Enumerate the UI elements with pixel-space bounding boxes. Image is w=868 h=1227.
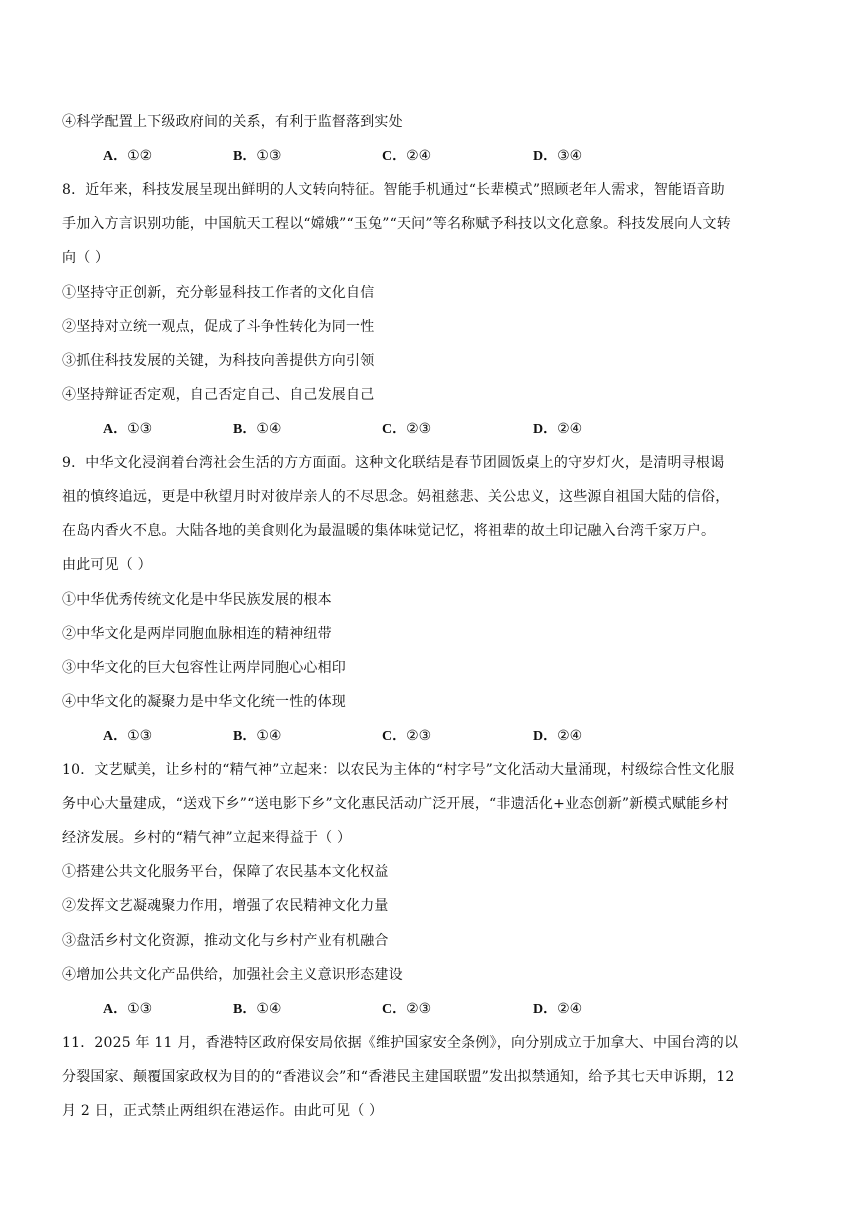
- q10-options: [103, 999, 803, 1019]
- q9-statement-2: ②中华文化是两岸同胞血脉相连的精神纽带: [62, 626, 332, 642]
- q9-option-a[interactable]: A．①③: [103, 728, 153, 744]
- q10-option-d[interactable]: D．②④: [533, 1001, 583, 1017]
- q8-stem-line-2: 手加入方言识别功能，中国航天工程以“嫦娥”“玉兔”“天问”等名称赋予科技以文化意象。科技发展向人文转: [62, 216, 731, 232]
- q9-statement-3: ③中华文化的巨大包容性让两岸同胞心心相印: [62, 660, 346, 676]
- q8-statement-2: ②坚持对立统一观点，促成了斗争性转化为同一性: [62, 319, 375, 335]
- q8-stem-line-3: 向（ ）: [62, 250, 110, 266]
- q9-statement-1: ①中华优秀传统文化是中华民族发展的根本: [62, 592, 332, 608]
- q8-options: [103, 419, 803, 439]
- q9-option-b[interactable]: B．①④: [233, 728, 282, 744]
- q10-stem-line-1: 10．文艺赋美，让乡村的“精气神”立起来：以农民为主体的“村字号”文化活动大量涌现，村级综合性文化服: [62, 762, 735, 778]
- q8-option-c[interactable]: C．②③: [382, 421, 432, 437]
- q9-stem-line-4: 由此可见（ ）: [62, 557, 152, 573]
- q7-statement-4: ④科学配置上下级政府间的关系，有利于监督落到实处: [62, 114, 403, 130]
- q10-statement-2: ②发挥文艺凝魂聚力作用，增强了农民精神文化力量: [62, 898, 389, 914]
- q11-stem-line-2: 分裂国家、颠覆国家政权为目的的“香港议会”和“香港民主建国联盟”发出拟禁通知，给予其七天申诉期，12: [62, 1069, 735, 1085]
- q10-option-b[interactable]: B．①④: [233, 1001, 282, 1017]
- q10-statement-3: ③盘活乡村文化资源，推动文化与乡村产业有机融合: [62, 933, 389, 949]
- q9-option-c[interactable]: C．②③: [382, 728, 432, 744]
- q9-statement-4: ④中华文化的凝聚力是中华文化统一性的体现: [62, 694, 346, 710]
- q9-options: [103, 726, 803, 746]
- q10-option-c[interactable]: C．②③: [382, 1001, 432, 1017]
- q10-stem-line-3: 经济发展。乡村的“精气神”立起来得益于（ ）: [62, 830, 352, 846]
- q8-stem-line-1: 8．近年来，科技发展呈现出鲜明的人文转向特征。智能手机通过“长辈模式”照顾老年人需求，智能语音助: [62, 182, 725, 198]
- q8-option-b[interactable]: B．①④: [233, 421, 282, 437]
- q10-statement-1: ①搭建公共文化服务平台，保障了农民基本文化权益: [62, 864, 389, 880]
- q9-stem-line-2: 祖的慎终追远，更是中秋望月时对彼岸亲人的不尽思念。妈祖慈悲、关公忠义，这些源自祖国大陆的信俗，: [62, 489, 730, 505]
- q7-options: [103, 146, 803, 166]
- q10-option-a[interactable]: A．①③: [103, 1001, 153, 1017]
- q11-stem-line-3: 月 2 日，正式禁止两组织在港运作。由此可见（ ）: [62, 1103, 384, 1119]
- q10-stem-line-2: 务中心大量建成，“送戏下乡”“送电影下乡”文化惠民活动广泛开展，“非遗活化+业态创新”新模式赋能乡村: [62, 796, 729, 812]
- q8-statement-1: ①坚持守正创新，充分彰显科技工作者的文化自信: [62, 285, 375, 301]
- q8-option-d[interactable]: D．②④: [533, 421, 583, 437]
- q9-option-d[interactable]: D．②④: [533, 728, 583, 744]
- q8-statement-3: ③抓住科技发展的关键，为科技向善提供方向引领: [62, 353, 375, 369]
- q8-statement-4: ④坚持辩证否定观，自己否定自己、自己发展自己: [62, 387, 375, 403]
- q7-option-c[interactable]: C．②④: [382, 148, 432, 164]
- q9-stem-line-1: 9．中华文化浸润着台湾社会生活的方方面面。这种文化联结是春节团圆饭桌上的守岁灯火，是清明寻根谒: [62, 455, 725, 471]
- q7-option-a[interactable]: A．①②: [103, 148, 153, 164]
- q11-stem-line-1: 11．2025 年 11 月，香港特区政府保安局依据《维护国家安全条例》，向分别成立于加拿大、中国台湾的以: [62, 1035, 739, 1051]
- q9-stem-line-3: 在岛内香火不息。大陆各地的美食则化为最温暖的集体味觉记忆，将祖辈的故土印记融入台湾千家万户。: [62, 523, 716, 539]
- q7-option-d[interactable]: D．③④: [533, 148, 583, 164]
- q7-option-b[interactable]: B．①③: [233, 148, 282, 164]
- q10-statement-4: ④增加公共文化产品供给，加强社会主义意识形态建设: [62, 967, 403, 983]
- q8-option-a[interactable]: A．①③: [103, 421, 153, 437]
